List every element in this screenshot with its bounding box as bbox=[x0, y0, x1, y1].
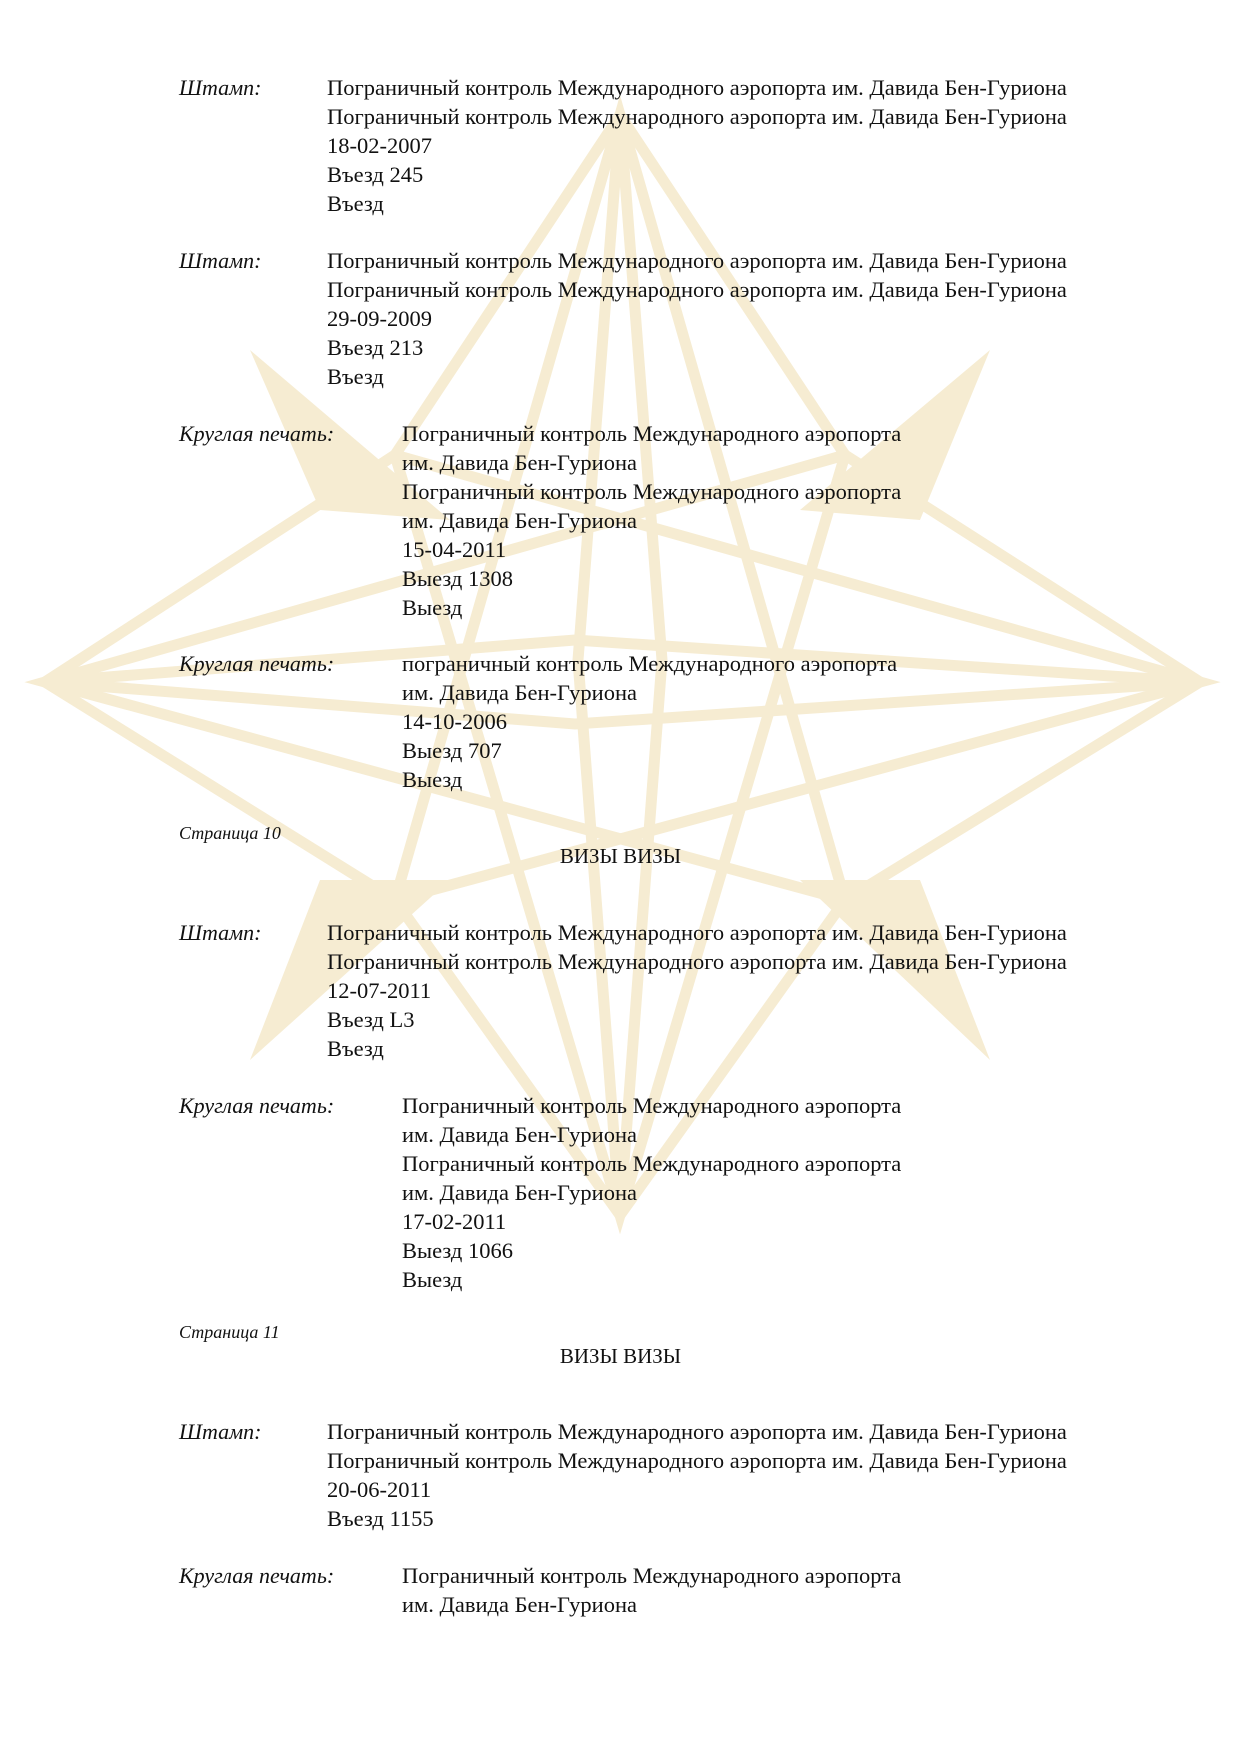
entry-line: Выезд 1308 bbox=[402, 566, 513, 591]
entry-line: им. Давида Бен-Гуриона bbox=[402, 680, 637, 705]
entry-line: Въезд 1155 bbox=[327, 1506, 434, 1531]
entry-line: Въезд bbox=[327, 364, 384, 389]
section-heading: ВИЗЫ ВИЗЫ bbox=[559, 844, 682, 868]
entry-line: 15-04-2011 bbox=[402, 537, 507, 562]
entry-line: Выезд 707 bbox=[402, 738, 502, 763]
entry-label: Круглая печать: bbox=[179, 1093, 335, 1118]
entry-label: Круглая печать: bbox=[179, 1563, 335, 1588]
entry-line: 17-02-2011 bbox=[402, 1209, 507, 1234]
entry-line: Пограничный контроль Международного аэропорта им. Давида Бен-Гуриона bbox=[327, 1448, 1067, 1473]
entry-line: Пограничный контроль Международного аэропорта bbox=[402, 479, 902, 504]
entry-line: Пограничный контроль Международного аэропорта им. Давида Бен-Гуриона bbox=[327, 920, 1067, 945]
entry-line: им. Давида Бен-Гуриона bbox=[402, 450, 637, 475]
entry-line: Пограничный контроль Международного аэропорта bbox=[402, 421, 902, 446]
entry-lines bbox=[327, 73, 1067, 218]
entry-line: Пограничный контроль Международного аэропорта им. Давида Бен-Гуриона bbox=[327, 1419, 1067, 1444]
entry-line: Выезд 1066 bbox=[402, 1238, 513, 1263]
entry-label: Штамп: bbox=[179, 1419, 262, 1444]
entry-line: Пограничный контроль Международного аэропорта им. Давида Бен-Гуриона bbox=[327, 75, 1067, 100]
entry-label: Штамп: bbox=[179, 75, 262, 100]
entry-line: 18-02-2007 bbox=[327, 133, 432, 158]
entry-line: Въезд L3 bbox=[327, 1007, 415, 1032]
entry-line: Въезд bbox=[327, 1036, 384, 1061]
entry-line: 12-07-2011 bbox=[327, 978, 432, 1003]
entry-line: Выезд bbox=[402, 1267, 463, 1292]
entry-line: Пограничный контроль Международного аэропорта bbox=[402, 1563, 902, 1588]
page-number-label: Страница 10 bbox=[179, 823, 281, 843]
entry-line: Въезд bbox=[327, 191, 384, 216]
section-heading: ВИЗЫ ВИЗЫ bbox=[559, 1344, 682, 1368]
entry-line: Выезд bbox=[402, 595, 463, 620]
entry-line: Въезд 245 bbox=[327, 162, 424, 187]
page-number-label: Страница 11 bbox=[179, 1322, 280, 1342]
entry-lines bbox=[402, 649, 897, 794]
entry-lines bbox=[327, 918, 1067, 1063]
entry-line: Пограничный контроль Международного аэропорта им. Давида Бен-Гуриона bbox=[327, 248, 1067, 273]
entry-line: 29-09-2009 bbox=[327, 306, 432, 331]
entry-label: Штамп: bbox=[179, 248, 262, 273]
entry-label: Круглая печать: bbox=[179, 421, 335, 446]
entry-lines bbox=[402, 1091, 901, 1294]
entry-line: Пограничный контроль Международного аэропорта им. Давида Бен-Гуриона bbox=[327, 104, 1067, 129]
entry-line: Пограничный контроль Международного аэропорта им. Давида Бен-Гуриона bbox=[327, 949, 1067, 974]
entry-lines bbox=[402, 419, 901, 622]
entry-label: Круглая печать: bbox=[179, 651, 335, 676]
entry-lines bbox=[327, 1417, 1067, 1533]
entry-line: Выезд bbox=[402, 767, 463, 792]
entry-line: Въезд 213 bbox=[327, 335, 424, 360]
entry-lines bbox=[402, 1561, 901, 1619]
entry-line: 20-06-2011 bbox=[327, 1477, 432, 1502]
entry-line: им. Давида Бен-Гуриона bbox=[402, 1122, 637, 1147]
entry-line: Пограничный контроль Международного аэропорта bbox=[402, 1151, 902, 1176]
entry-line: Пограничный контроль Международного аэропорта bbox=[402, 1093, 902, 1118]
entry-line: 14-10-2006 bbox=[402, 709, 507, 734]
entry-line: им. Давида Бен-Гуриона bbox=[402, 1592, 637, 1617]
entry-line: Пограничный контроль Международного аэропорта им. Давида Бен-Гуриона bbox=[327, 277, 1067, 302]
entry-line: им. Давида Бен-Гуриона bbox=[402, 508, 637, 533]
entry-line: пограничный контроль Международного аэропорта bbox=[402, 651, 898, 676]
entry-lines bbox=[327, 246, 1067, 391]
entry-label: Штамп: bbox=[179, 920, 262, 945]
entry-line: им. Давида Бен-Гуриона bbox=[402, 1180, 637, 1205]
